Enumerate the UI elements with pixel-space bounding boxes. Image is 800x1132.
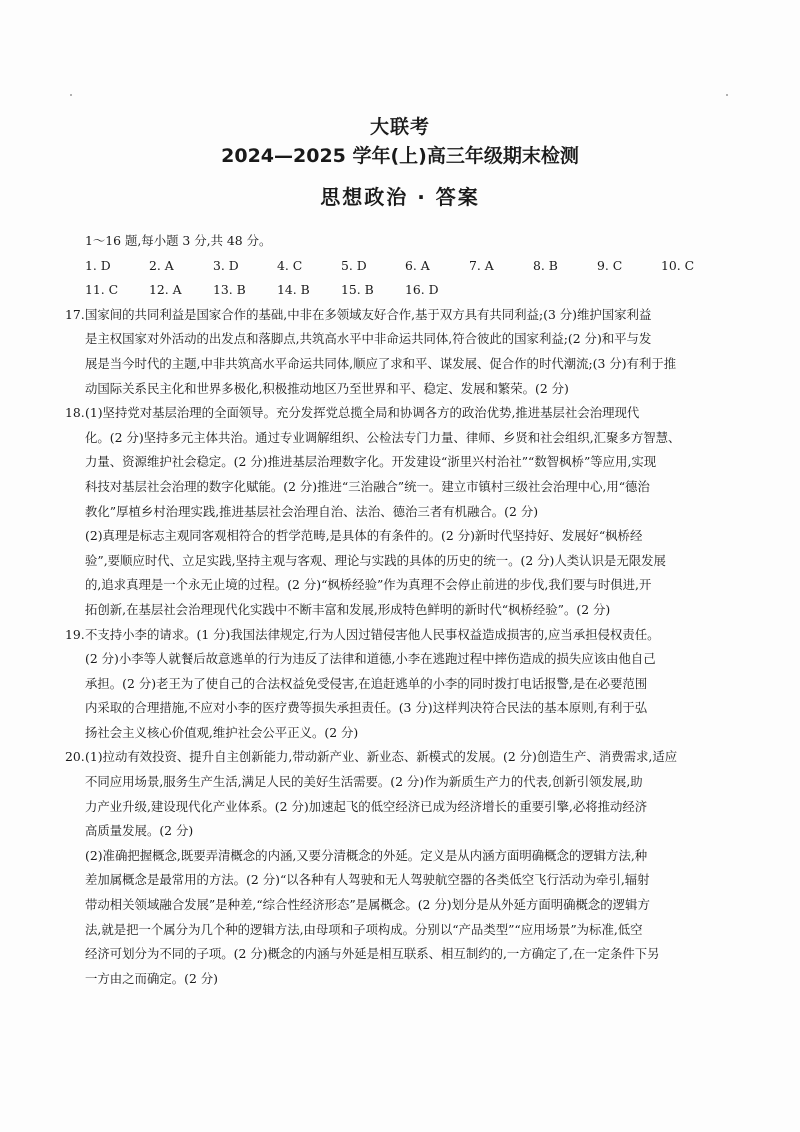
answer-line: 的,追求真理是一个永无止境的过程。(2 分)“枫桥经验”作为真理不会停止前进的步伐,我们要与时俱进,开 [85,577,652,593]
mc-answer: 2. A [149,257,174,273]
answer-line: 动国际关系民主化和世界多极化,积极推动地区乃至世界和平、稳定、发展和繁荣。(2 分) [85,380,569,396]
answer-line: 一方由之而确定。(2 分) [85,970,219,986]
answer-line: (2)真理是标志主观同客观相符合的哲学范畴,是具体的有条件的。(2 分)新时代坚持好、发展好“枫桥经 [85,528,643,544]
question-number: 18. [65,405,85,421]
answer-line: 国家间的共同利益是国家合作的基础,中非在多领域友好合作,基于双方具有共同利益;(3 分)维护国家利益 [85,306,652,322]
question-number: 20. [65,749,85,765]
mc-answer: 13. B [213,282,246,298]
mc-answer: 6. A [405,257,430,273]
answer-line: (1)坚持党对基层治理的全面领导。充分发挥党总揽全局和协调各方的政治优势,推进基层社会治理现代 [85,405,640,421]
answer-line: 拓创新,在基层社会治理现代化实践中不断丰富和发展,形成特色鲜明的新时代“枫桥经验”。(2 分) [85,601,611,617]
answer-line: 力量、资源维护社会稳定。(2 分)推进基层治理数字化。开发建设“浙里兴村治社”“数智枫桥”等应用,实现 [85,454,657,470]
answer-line: 带动相关领域融合发展”是种差,“综合性经济形态”是属概念。(2 分)划分是从外延方面明确概念的逻辑方 [85,897,650,913]
answer-line: 化。(2 分)坚持多元主体共治。通过专业调解组织、公检法专门力量、律师、乡贤和社会组织,汇聚多方智慧、 [85,429,681,445]
answer-line: 科技对基层社会治理的数字化赋能。(2 分)推进“三治融合”统一。建立市镇村三级社会治理中心,用“德治 [85,478,650,494]
answer-line: (2)准确把握概念,既要弄清概念的内涵,又要分清概念的外延。定义是从内涵方面明确概念的逻辑方法,种 [85,847,648,863]
mc-answer: 16. D [405,282,439,298]
mc-answer: 12. A [149,282,182,298]
question-19-answer [65,623,725,746]
mc-answer: 3. D [213,257,239,273]
answer-line: 法,就是把一个属分为几个种的逻辑方法,由母项和子项构成。分别以“产品类型”“应用场景”为标准,低空 [85,921,643,937]
answer-line: 差加属概念是最常用的方法。(2 分)“以各种有人驾驶和无人驾驶航空器的各类低空飞行活动为牵引,辐射 [85,872,650,888]
mc-answer: 1. D [85,257,111,273]
mc-intro: 1～16 题,每小题 3 分,共 48 分。 [85,233,272,248]
answer-line: 不支持小李的请求。(1 分)我国法律规定,行为人因过错侵害他人民事权益造成损害的,应当承担侵权责任。 [85,626,660,642]
answer-line: 承担。(2 分)老王为了使自己的合法权益免受侵害,在追赶逃单的小李的同时拨打电话报警,是在必要范围 [85,675,648,691]
answer-line: 不同应用场景,服务生产生活,满足人民的美好生活需要。(2 分)作为新质生产力的代表,创新引领发展,助 [85,774,643,790]
question-number: 17. [65,306,85,322]
mc-answer: 5. D [341,257,367,273]
answer-line: 经济可划分为不同的子项。(2 分)概念的内涵与外延是相互联系、相互制约的,一方确定了,在一定条件下另 [85,946,660,962]
mc-answer-row [85,254,725,279]
mc-answer: 9. C [597,257,623,273]
mc-answer: 7. A [469,257,494,273]
mc-answer: 11. C [85,282,119,298]
answer-line: 教化”厚植乡村治理实践,推进基层社会治理自治、法治、德治三者有机融合。(2 分) [85,503,539,519]
answer-line: 力产业升级,建设现代化产业体系。(2 分)加速起飞的低空经济已成为经济增长的重要引擎,必将推动经济 [85,798,648,814]
scan-dot [70,94,72,96]
answer-line: 展是当今时代的主题,中非共筑高水平命运共同体,顺应了求和平、谋发展、促合作的时代潮流;(3 分)有利于推 [85,355,677,371]
mc-answer: 4. C [277,257,303,273]
question-20-answer [65,745,725,991]
answer-line: 高质量发展。(2 分) [85,823,194,839]
answer-line: 扬社会主义核心价值观,维护社会公平正义。(2 分) [85,724,359,740]
answer-line: 验”,要顺应时代、立足实践,坚持主观与客观、理论与实践的具体的历史的统一。(2 分)人类认识是无限发展 [85,552,666,568]
answer-line: 内采取的合理措施,不应对小李的医疗费等损失承担责任。(3 分)这样判决符合民法的基本原则,有利于弘 [85,700,648,716]
mc-answer: 8. B [533,257,558,273]
answer-line: (1)拉动有效投资、提升自主创新能力,带动新产业、新业态、新模式的发展。(2 分)创造生产、消费需求,适应 [85,749,678,765]
subject-title: 思想政治 · 答案 [320,185,480,209]
mc-answer: 10. C [661,257,695,273]
exam-org-title: 大联考 [369,116,430,138]
answer-line: (2 分)小李等人就餐后故意逃单的行为违反了法律和道德,小李在逃跑过程中摔伤造成的损失应该由他自己 [85,651,656,667]
mc-answer: 15. B [341,282,374,298]
question-17-answer [65,303,725,401]
mc-answer: 14. B [277,282,310,298]
mc-answer-row [85,278,725,303]
scan-dot [726,94,728,96]
exam-term-title: 2024—2025 学年(上)高三年级期末检测 [221,145,579,167]
question-18-answer [65,401,725,622]
answer-content [65,229,725,991]
question-number: 19. [65,626,85,642]
answer-line: 是主权国家对外活动的出发点和落脚点,共筑高水平中非命运共同体,符合彼此的国家利益;(2 分)和平与发 [85,331,652,347]
